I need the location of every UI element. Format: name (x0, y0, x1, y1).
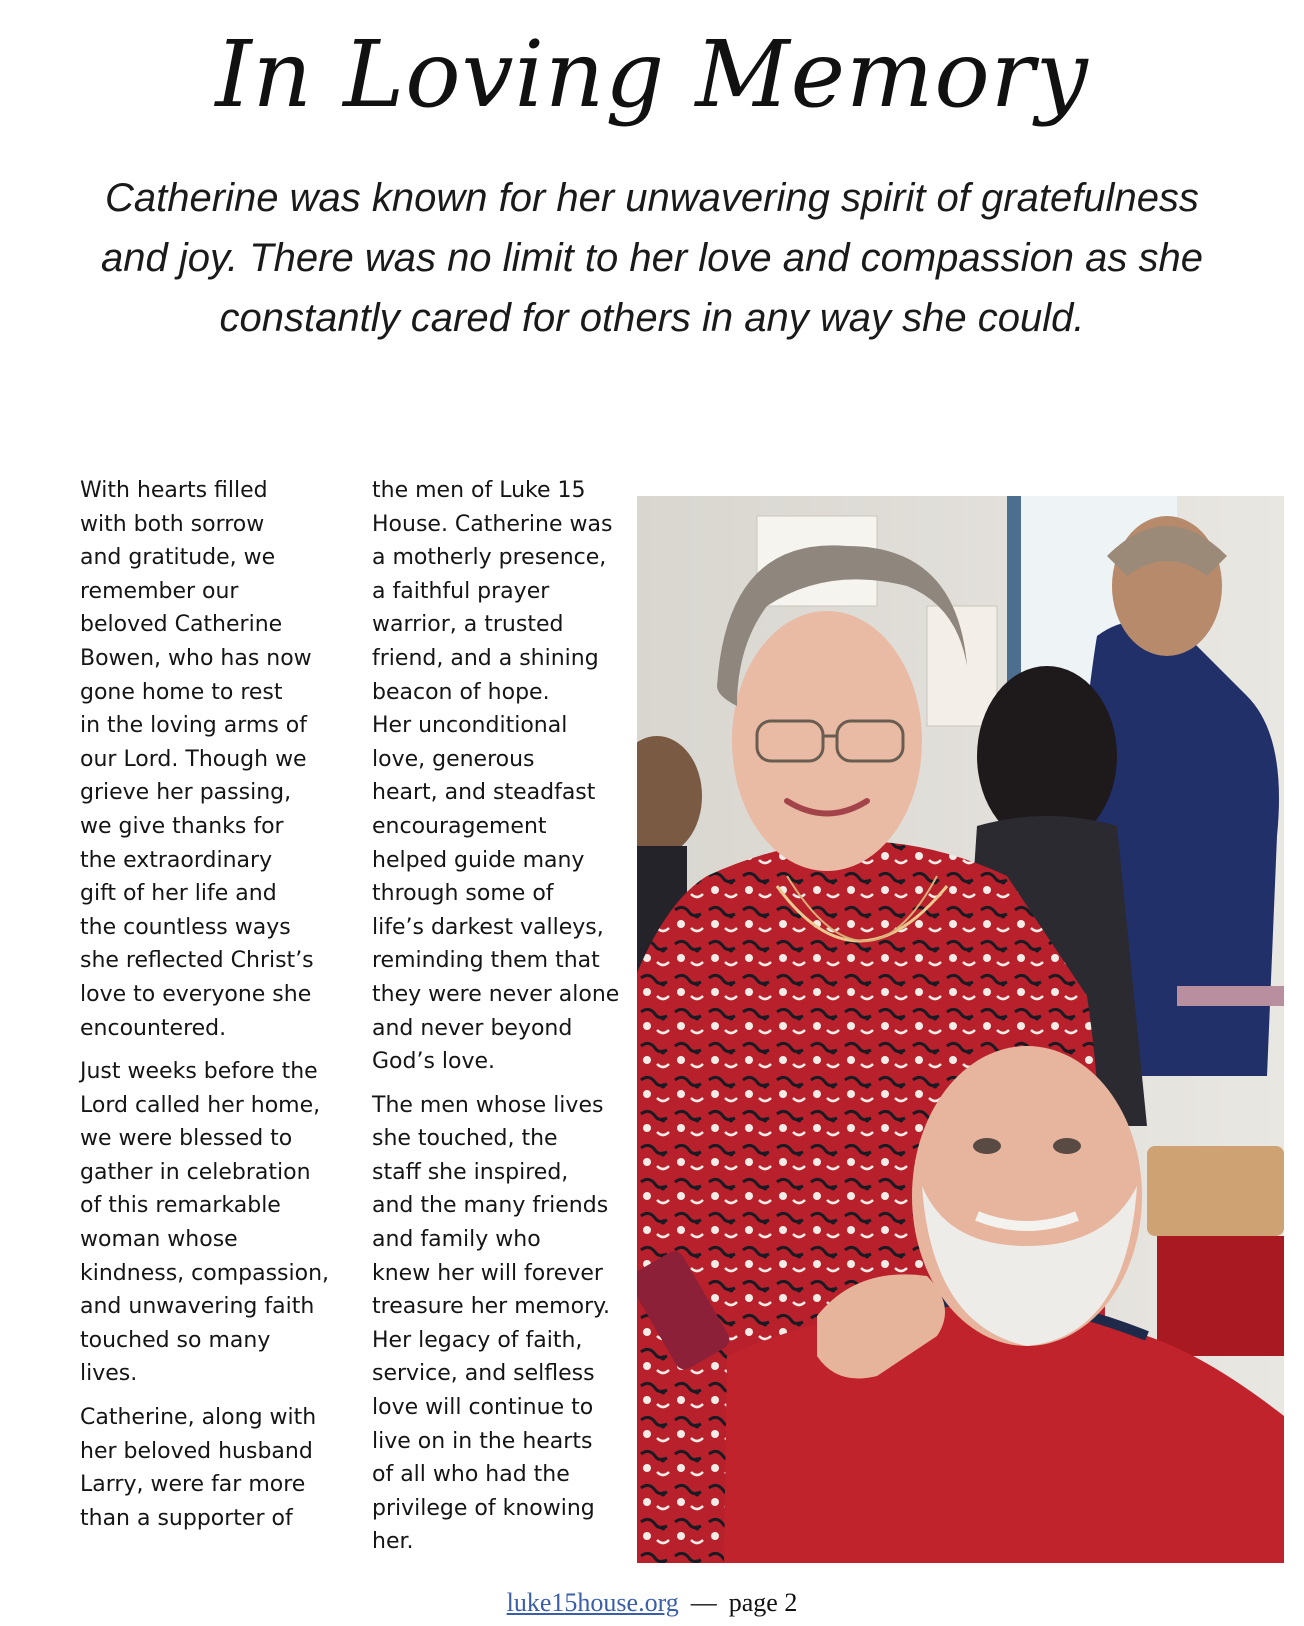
photo-woman-face (732, 611, 922, 871)
page-number: page 2 (728, 1588, 798, 1617)
text-line: helped guide many (372, 847, 585, 873)
text-line: House. Catherine was (372, 511, 613, 537)
text-line: service, and selfless (372, 1361, 595, 1387)
text-line: they were never alone (372, 981, 620, 1007)
text-line: gone home to rest (80, 679, 283, 705)
text-line: we give thanks for (80, 813, 284, 839)
text-line: a motherly presence, (372, 545, 607, 571)
quote-line: Catherine was known for her unwavering spirit of gratefulness (105, 176, 1199, 220)
text-line: love, generous (372, 746, 535, 772)
text-line: the extraordinary (80, 847, 273, 873)
page-footer (0, 1588, 1304, 1618)
text-line: Lord called her home, (80, 1092, 321, 1118)
body-column-left (80, 474, 356, 1545)
text-line: in the loving arms of (80, 713, 307, 739)
text-line: life’s darkest valleys, (372, 914, 604, 940)
text-line: woman whose (80, 1227, 238, 1253)
text-line: of this remarkable (80, 1193, 281, 1219)
text-line: she touched, the (372, 1126, 558, 1152)
text-line: lives. (80, 1361, 138, 1387)
quote-line: constantly cared for others in any way she could. (219, 296, 1085, 340)
text-line: warrior, a trusted (372, 612, 564, 638)
page-heading: In Loving Memory (215, 21, 1089, 128)
text-line: encouragement (372, 813, 547, 839)
paragraph (372, 1089, 642, 1559)
paragraph (372, 474, 642, 1079)
text-line: heart, and steadfast (372, 780, 596, 806)
text-line: Catherine, along with (80, 1405, 317, 1431)
body-column-middle (372, 474, 642, 1569)
text-line: gather in celebration (80, 1159, 311, 1185)
text-line: our Lord. Though we (80, 746, 307, 772)
text-line: Her legacy of faith, (372, 1327, 583, 1353)
text-line: her. (372, 1529, 414, 1555)
text-line: friend, and a shining (372, 645, 599, 671)
text-line: the men of Luke 15 (372, 478, 586, 503)
text-line: the countless ways (80, 914, 291, 940)
text-line: of all who had the (372, 1462, 570, 1488)
text-line: staff she inspired, (372, 1159, 569, 1185)
text-line: and the many friends (372, 1193, 609, 1219)
text-line: beloved Catherine (80, 612, 283, 638)
website-link[interactable]: luke15house.org (506, 1588, 679, 1617)
memorial-photo (637, 496, 1284, 1563)
text-line: knew her will forever (372, 1260, 603, 1286)
text-line: and never beyond (372, 1015, 573, 1041)
text-line: Just weeks before the (80, 1059, 318, 1085)
footer-separator: — (690, 1588, 717, 1617)
text-line: God’s love. (372, 1049, 496, 1075)
paragraph (80, 1055, 356, 1391)
text-line: privilege of knowing (372, 1495, 595, 1521)
text-line: The men whose lives (372, 1092, 604, 1118)
text-line: encountered. (80, 1015, 227, 1041)
text-line: with both sorrow (80, 511, 265, 537)
text-line: we were blessed to (80, 1126, 293, 1152)
memorial-quote (70, 168, 1234, 348)
paragraph (80, 474, 356, 1045)
paragraph (80, 1401, 356, 1535)
text-line: With hearts filled (80, 478, 268, 503)
text-line: gift of her life and (80, 881, 277, 907)
text-line: and family who (372, 1227, 541, 1253)
text-line: love to everyone she (80, 981, 312, 1007)
text-line: touched so many (80, 1327, 271, 1353)
text-line: Her unconditional (372, 713, 568, 739)
quote-line: and joy. There was no limit to her love and compassion as she (100, 236, 1204, 280)
text-line: beacon of hope. (372, 679, 550, 705)
photo-food-tray (1147, 1146, 1284, 1236)
text-line: remember our (80, 578, 239, 604)
text-line: Bowen, who has now (80, 645, 312, 671)
text-line: Larry, were far more (80, 1472, 306, 1498)
text-line: reminding them that (372, 948, 600, 974)
text-line: live on in the hearts (372, 1428, 593, 1454)
text-line: than a supporter of (80, 1505, 293, 1531)
text-line: she reflected Christ’s (80, 948, 314, 974)
photo-wall-notes (927, 606, 997, 726)
text-line: her beloved husband (80, 1438, 313, 1464)
text-line: and unwavering faith (80, 1294, 315, 1320)
text-line: grieve her passing, (80, 780, 292, 806)
text-line: love will continue to (372, 1395, 594, 1421)
text-line: through some of (372, 881, 554, 907)
text-line: kindness, compassion, (80, 1260, 330, 1286)
text-line: treasure her memory. (372, 1294, 610, 1320)
text-line: a faithful prayer (372, 578, 550, 604)
text-line: and gratitude, we (80, 545, 276, 571)
